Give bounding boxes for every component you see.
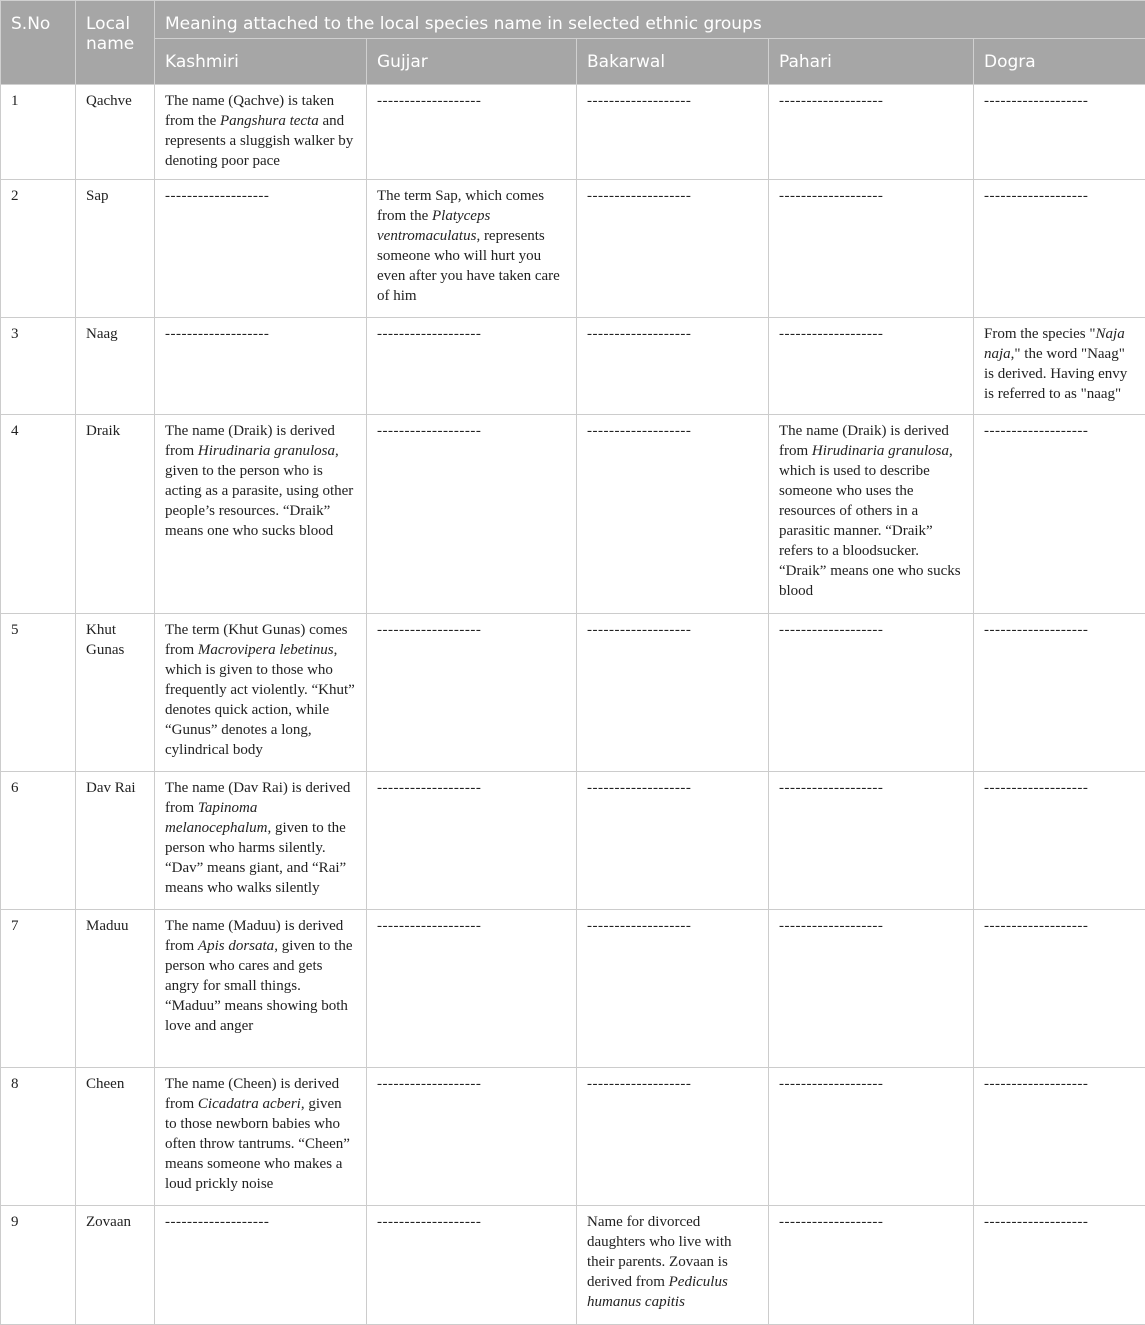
- meaning-text: The name (Dav Rai) is derived from: [165, 780, 350, 816]
- meaning-text: , which is used to describe someone who uses the resources of others in a parasitic manner. “Draik” refers to a bloodsucker. “Draik” means one who sucks blood: [779, 443, 961, 599]
- species-name: Platyceps ventromaculatus: [377, 208, 490, 244]
- empty-meaning-cell: -------------------: [974, 1068, 1145, 1206]
- table-row: [1, 614, 1145, 772]
- species-name: Apis dorsata: [198, 938, 274, 954]
- table-row: [1, 1206, 1145, 1325]
- local-name-header: Local name: [76, 1, 155, 85]
- meaning-cell: [155, 85, 367, 180]
- species-name: Cicadatra acberi: [198, 1096, 301, 1112]
- local-name-cell: Draik: [76, 415, 155, 614]
- meaning-cell: [155, 772, 367, 910]
- meaning-cell: [155, 1068, 367, 1206]
- species-name: Tapinoma melanocephalum: [165, 800, 267, 836]
- empty-meaning-cell: -------------------: [367, 1206, 577, 1325]
- group-header-bakarwal: Bakarwal: [577, 39, 769, 85]
- local-name-cell: Qachve: [76, 85, 155, 180]
- row-number: 8: [1, 1068, 76, 1206]
- sno-header: S.No: [1, 1, 76, 85]
- species-name: Pangshura tecta: [220, 113, 319, 129]
- empty-meaning-cell: -------------------: [367, 415, 577, 614]
- empty-meaning-cell: -------------------: [577, 772, 769, 910]
- local-name-cell: Maduu: [76, 910, 155, 1068]
- meaning-cell: [155, 614, 367, 772]
- meaning-text: Name for divorced daughters who live with their parents. Zovaan is derived from: [587, 1214, 732, 1290]
- meaning-text: , given to those newborn babies who often throw tantrums. “Cheen” means someone who makes a loud prickly noise: [165, 1096, 350, 1192]
- row-number: 2: [1, 180, 76, 318]
- empty-meaning-cell: -------------------: [367, 772, 577, 910]
- meaning-cell: [155, 910, 367, 1068]
- empty-meaning-cell: -------------------: [577, 85, 769, 180]
- empty-meaning-cell: -------------------: [974, 85, 1145, 180]
- group-header-kashmiri: Kashmiri: [155, 39, 367, 85]
- species-name: Hirudinaria granulosa: [198, 443, 335, 459]
- table-header: [1, 1, 1145, 85]
- meaning-text: , represents someone who will hurt you even after you have taken care of him: [377, 228, 560, 304]
- meaning-text: The term Sap, which comes from the: [377, 188, 544, 224]
- meaning-cell: [577, 1206, 769, 1325]
- local-name-cell: Cheen: [76, 1068, 155, 1206]
- row-number: 5: [1, 614, 76, 772]
- empty-meaning-cell: -------------------: [769, 614, 974, 772]
- empty-meaning-cell: -------------------: [769, 1206, 974, 1325]
- meaning-text: The name (Draik) is derived from: [165, 423, 335, 459]
- meaning-cell: [974, 318, 1145, 415]
- meaning-cell: [155, 415, 367, 614]
- empty-meaning-cell: -------------------: [769, 772, 974, 910]
- table-row: [1, 910, 1145, 1068]
- meaning-header: Meaning attached to the local species name in selected ethnic groups: [155, 1, 1145, 39]
- empty-meaning-cell: -------------------: [577, 415, 769, 614]
- table-row: [1, 318, 1145, 415]
- empty-meaning-cell: -------------------: [974, 772, 1145, 910]
- meaning-text: ," the word "Naag" is derived. Having envy is referred to as "naag": [984, 346, 1127, 402]
- table-row: [1, 415, 1145, 614]
- empty-meaning-cell: -------------------: [367, 318, 577, 415]
- header-row-1: [1, 1, 1145, 39]
- row-number: 6: [1, 772, 76, 910]
- empty-meaning-cell: -------------------: [577, 1068, 769, 1206]
- empty-meaning-cell: -------------------: [769, 910, 974, 1068]
- local-name-cell: Khut Gunas: [76, 614, 155, 772]
- meaning-text: , given to the person who is acting as a parasite, using other people’s resources. “Draik” means one who sucks blood: [165, 443, 353, 539]
- empty-meaning-cell: -------------------: [974, 1206, 1145, 1325]
- table-row: [1, 772, 1145, 910]
- species-name: Hirudinaria granulosa: [812, 443, 949, 459]
- local-name-cell: Sap: [76, 180, 155, 318]
- meaning-text: , which is given to those who frequently act violently. “Khut” denotes quick action, while “Gunus” denotes a long, cylindrical body: [165, 642, 355, 758]
- empty-meaning-cell: -------------------: [367, 614, 577, 772]
- meaning-text: , given to the person who cares and gets angry for small things. “Maduu” means showing both love and anger: [165, 938, 353, 1034]
- meaning-text: and represents a sluggish walker by denoting poor pace: [165, 113, 353, 169]
- table-body: [1, 85, 1145, 1325]
- empty-meaning-cell: -------------------: [974, 415, 1145, 614]
- table-row: [1, 1068, 1145, 1206]
- species-name: Macrovipera lebetinus: [198, 642, 334, 658]
- empty-meaning-cell: -------------------: [769, 1068, 974, 1206]
- local-name-cell: Dav Rai: [76, 772, 155, 910]
- table-row: [1, 85, 1145, 180]
- empty-meaning-cell: -------------------: [769, 85, 974, 180]
- empty-meaning-cell: -------------------: [577, 910, 769, 1068]
- empty-meaning-cell: -------------------: [577, 180, 769, 318]
- meaning-text: The name (Maduu) is derived from: [165, 918, 343, 954]
- empty-meaning-cell: -------------------: [769, 180, 974, 318]
- empty-meaning-cell: -------------------: [974, 910, 1145, 1068]
- meaning-cell: [367, 180, 577, 318]
- local-name-cell: Zovaan: [76, 1206, 155, 1325]
- empty-meaning-cell: -------------------: [155, 1206, 367, 1325]
- table-row: [1, 180, 1145, 318]
- empty-meaning-cell: -------------------: [367, 85, 577, 180]
- row-number: 7: [1, 910, 76, 1068]
- meaning-text: The name (Qachve) is taken from the: [165, 93, 334, 129]
- meaning-text: , given to the person who harms silently. “Dav” means giant, and “Rai” means who walks silently: [165, 820, 346, 896]
- group-header-pahari: Pahari: [769, 39, 974, 85]
- empty-meaning-cell: -------------------: [155, 318, 367, 415]
- meaning-text: From the species ": [984, 326, 1096, 342]
- meaning-cell: [769, 415, 974, 614]
- empty-meaning-cell: -------------------: [769, 318, 974, 415]
- meaning-text: The name (Cheen) is derived from: [165, 1076, 339, 1112]
- species-name: Pediculus humanus capitis: [587, 1274, 728, 1310]
- empty-meaning-cell: -------------------: [367, 1068, 577, 1206]
- empty-meaning-cell: -------------------: [577, 318, 769, 415]
- empty-meaning-cell: -------------------: [974, 614, 1145, 772]
- empty-meaning-cell: -------------------: [155, 180, 367, 318]
- meaning-text: The term (Khut Gunas) comes from: [165, 622, 347, 658]
- meaning-text: The name (Draik) is derived from: [779, 423, 949, 459]
- species-name: Naja naja: [984, 326, 1125, 362]
- row-number: 3: [1, 318, 76, 415]
- empty-meaning-cell: -------------------: [577, 614, 769, 772]
- row-number: 1: [1, 85, 76, 180]
- empty-meaning-cell: -------------------: [367, 910, 577, 1068]
- empty-meaning-cell: -------------------: [974, 180, 1145, 318]
- local-name-cell: Naag: [76, 318, 155, 415]
- header-row-2: [1, 39, 1145, 85]
- group-header-gujjar: Gujjar: [367, 39, 577, 85]
- row-number: 4: [1, 415, 76, 614]
- row-number: 9: [1, 1206, 76, 1325]
- group-header-dogra: Dogra: [974, 39, 1145, 85]
